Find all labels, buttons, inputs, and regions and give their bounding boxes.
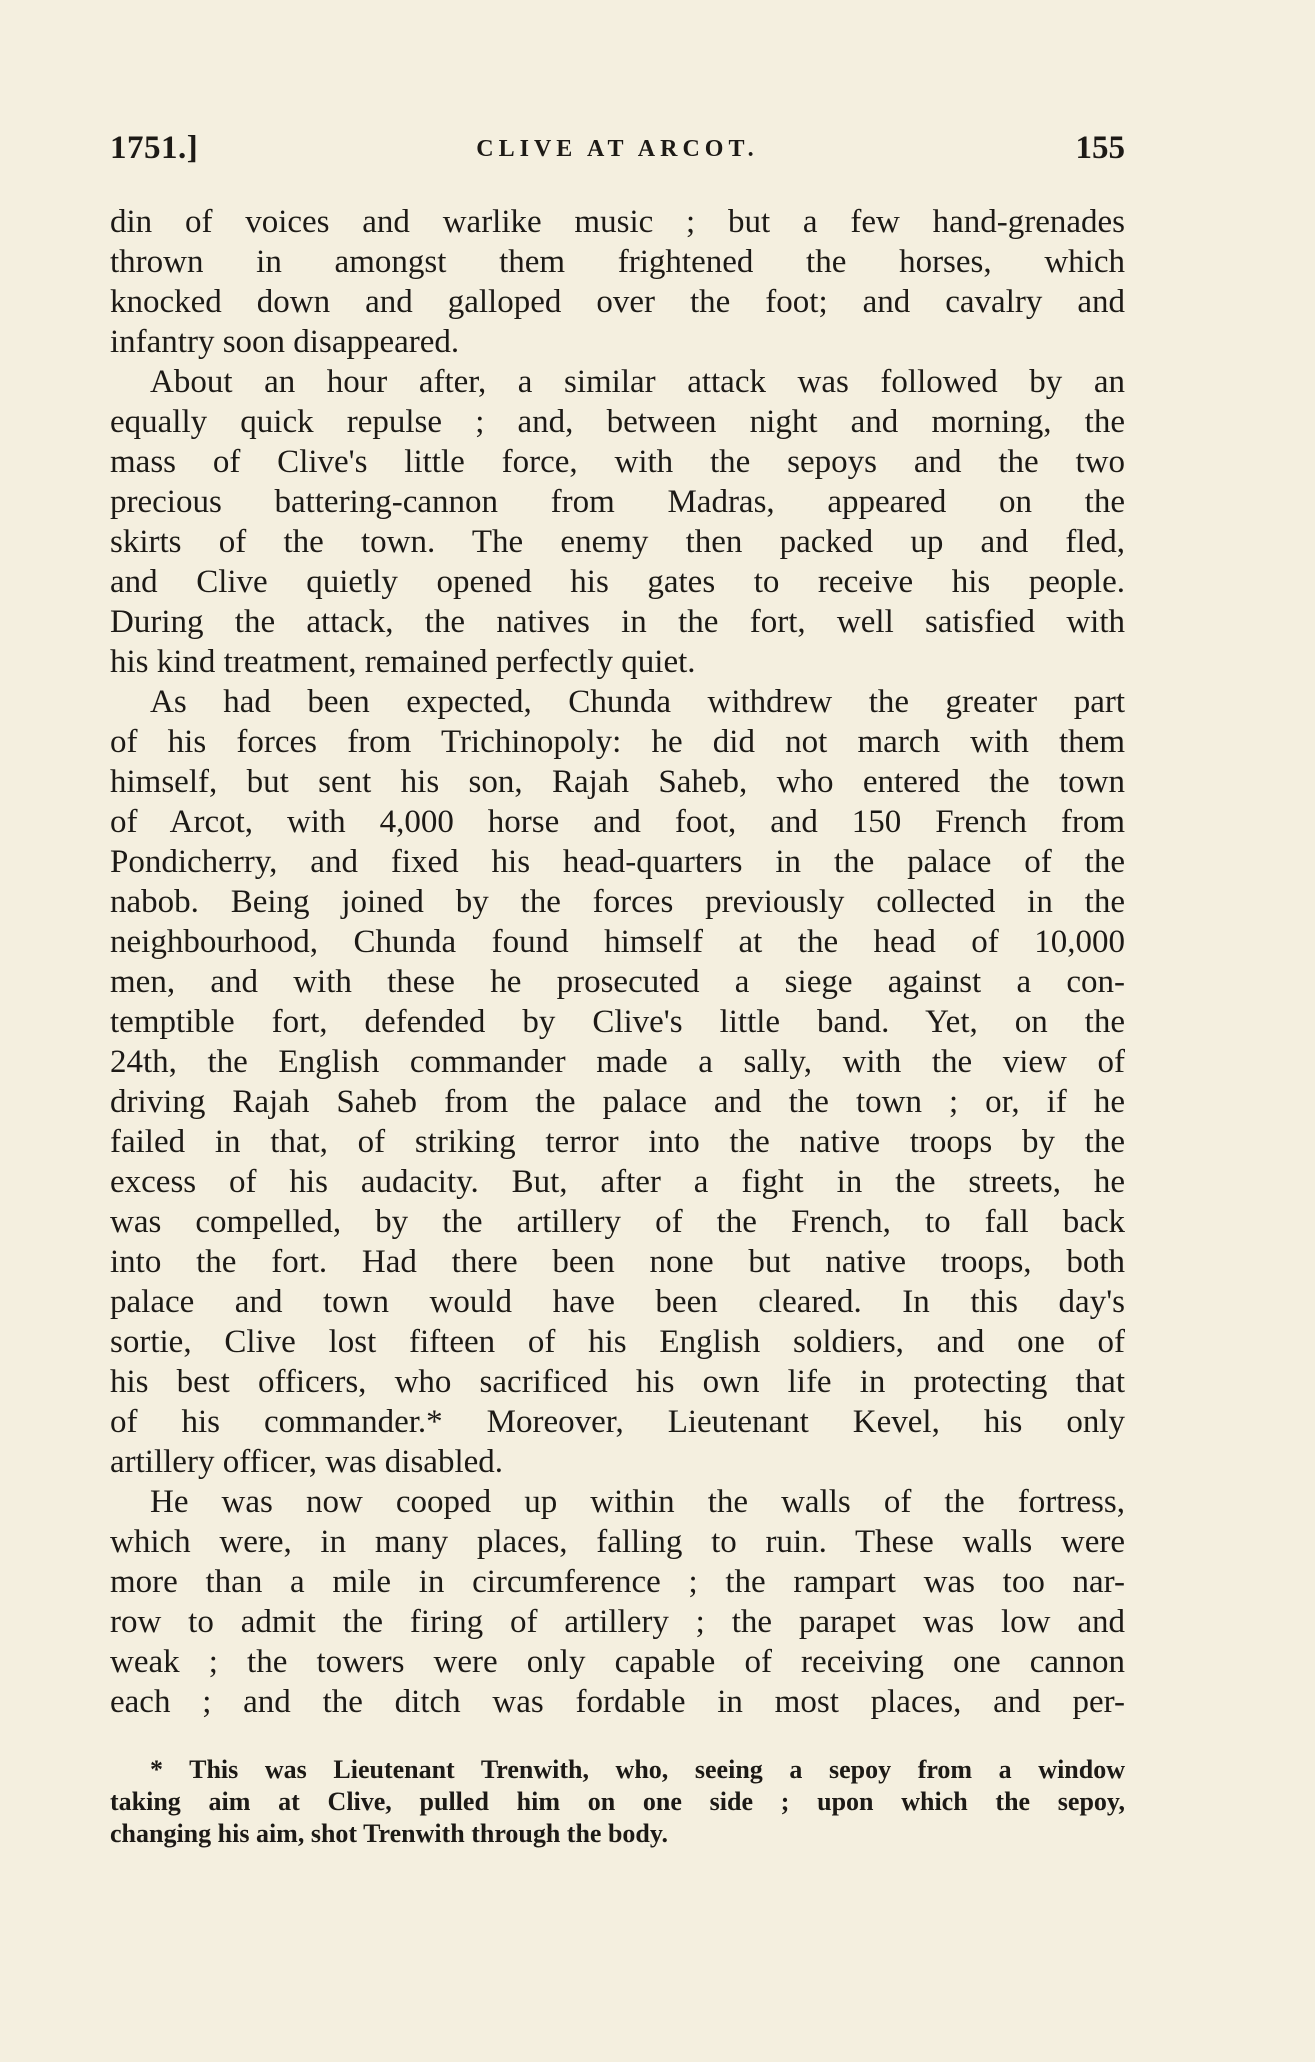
text-line: mass of Clive's little force, with the sepoys and the two (110, 444, 1125, 480)
text-line: din of voices and warlike music ; but a few hand-grenades (110, 204, 1125, 240)
text-line: of his forces from Trichinopoly: he did not march with them (110, 724, 1125, 760)
text-line: thrown in amongst them frightened the horses, which (110, 244, 1125, 280)
text-line: his best officers, who sacrificed his own life in protecting that (110, 1364, 1125, 1400)
text-line: equally quick repulse ; and, between night and morning, the (110, 404, 1125, 440)
text-line: sortie, Clive lost fifteen of his English soldiers, and one of (110, 1324, 1125, 1360)
text-line: 24th, the English commander made a sally, with the view of (110, 1044, 1125, 1080)
text-line: of his commander.* Moreover, Lieutenant Kevel, his only (110, 1404, 1125, 1440)
text-line: Pondicherry, and fixed his head-quarters in the palace of the (110, 844, 1125, 880)
text-line: which were, in many places, falling to ruin. These walls were (110, 1524, 1125, 1560)
text-line: row to admit the firing of artillery ; the parapet was low and (110, 1604, 1125, 1640)
footnote-line: * This was Lieutenant Trenwith, who, seeing a sepoy from a window (150, 1755, 1125, 1784)
page-number: 155 (1075, 130, 1125, 166)
text-line: and Clive quietly opened his gates to receive his people. (110, 564, 1125, 600)
header-title: CLIVE AT ARCOT. (476, 136, 759, 162)
text-line: About an hour after, a similar attack was followed by an (150, 364, 1125, 400)
text-line: was compelled, by the artillery of the French, to fall back (110, 1204, 1125, 1240)
text-line: palace and town would have been cleared. In this day's (110, 1284, 1125, 1320)
text-line: men, and with these he prosecuted a siege against a con- (110, 964, 1125, 1000)
text-line: He was now cooped up within the walls of the fortress, (150, 1484, 1125, 1520)
text-line: As had been expected, Chunda withdrew the greater part (150, 684, 1125, 720)
text-line: artillery officer, was disabled. (110, 1444, 504, 1480)
text-line: each ; and the ditch was fordable in most places, and per- (110, 1684, 1125, 1720)
text-line: nabob. Being joined by the forces previously collected in the (110, 884, 1125, 920)
footnote-line: taking aim at Clive, pulled him on one side ; upon which the sepoy, (110, 1787, 1125, 1816)
text-line: his kind treatment, remained perfectly quiet. (110, 644, 696, 680)
text-line: neighbourhood, Chunda found himself at the head of 10,000 (110, 924, 1125, 960)
book-page (110, 130, 1125, 1850)
text-line: temptible fort, defended by Clive's little band. Yet, on the (110, 1004, 1125, 1040)
running-header (110, 130, 1125, 180)
text-line: During the attack, the natives in the fort, well satisfied with (110, 604, 1125, 640)
text-line: weak ; the towers were only capable of receiving one cannon (110, 1644, 1125, 1680)
text-line: failed in that, of striking terror into the native troops by the (110, 1124, 1125, 1160)
text-line: knocked down and galloped over the foot; and cavalry and (110, 284, 1125, 320)
footnote-line: changing his aim, shot Trenwith through the body. (110, 1819, 668, 1848)
text-line: himself, but sent his son, Rajah Saheb, who entered the town (110, 764, 1125, 800)
text-line: into the fort. Had there been none but native troops, both (110, 1244, 1125, 1280)
text-line: infantry soon disappeared. (110, 324, 460, 360)
text-line: more than a mile in circumference ; the rampart was too nar- (110, 1564, 1125, 1600)
text-line: driving Rajah Saheb from the palace and the town ; or, if he (110, 1084, 1125, 1120)
text-line: precious battering-cannon from Madras, appeared on the (110, 484, 1125, 520)
text-line: excess of his audacity. But, after a fight in the streets, he (110, 1164, 1125, 1200)
text-line: skirts of the town. The enemy then packed up and fled, (110, 524, 1125, 560)
body-text (110, 202, 1125, 1722)
header-year: 1751.] (110, 130, 199, 166)
footnote (110, 1754, 1125, 1850)
text-line: of Arcot, with 4,000 horse and foot, and 150 French from (110, 804, 1125, 840)
